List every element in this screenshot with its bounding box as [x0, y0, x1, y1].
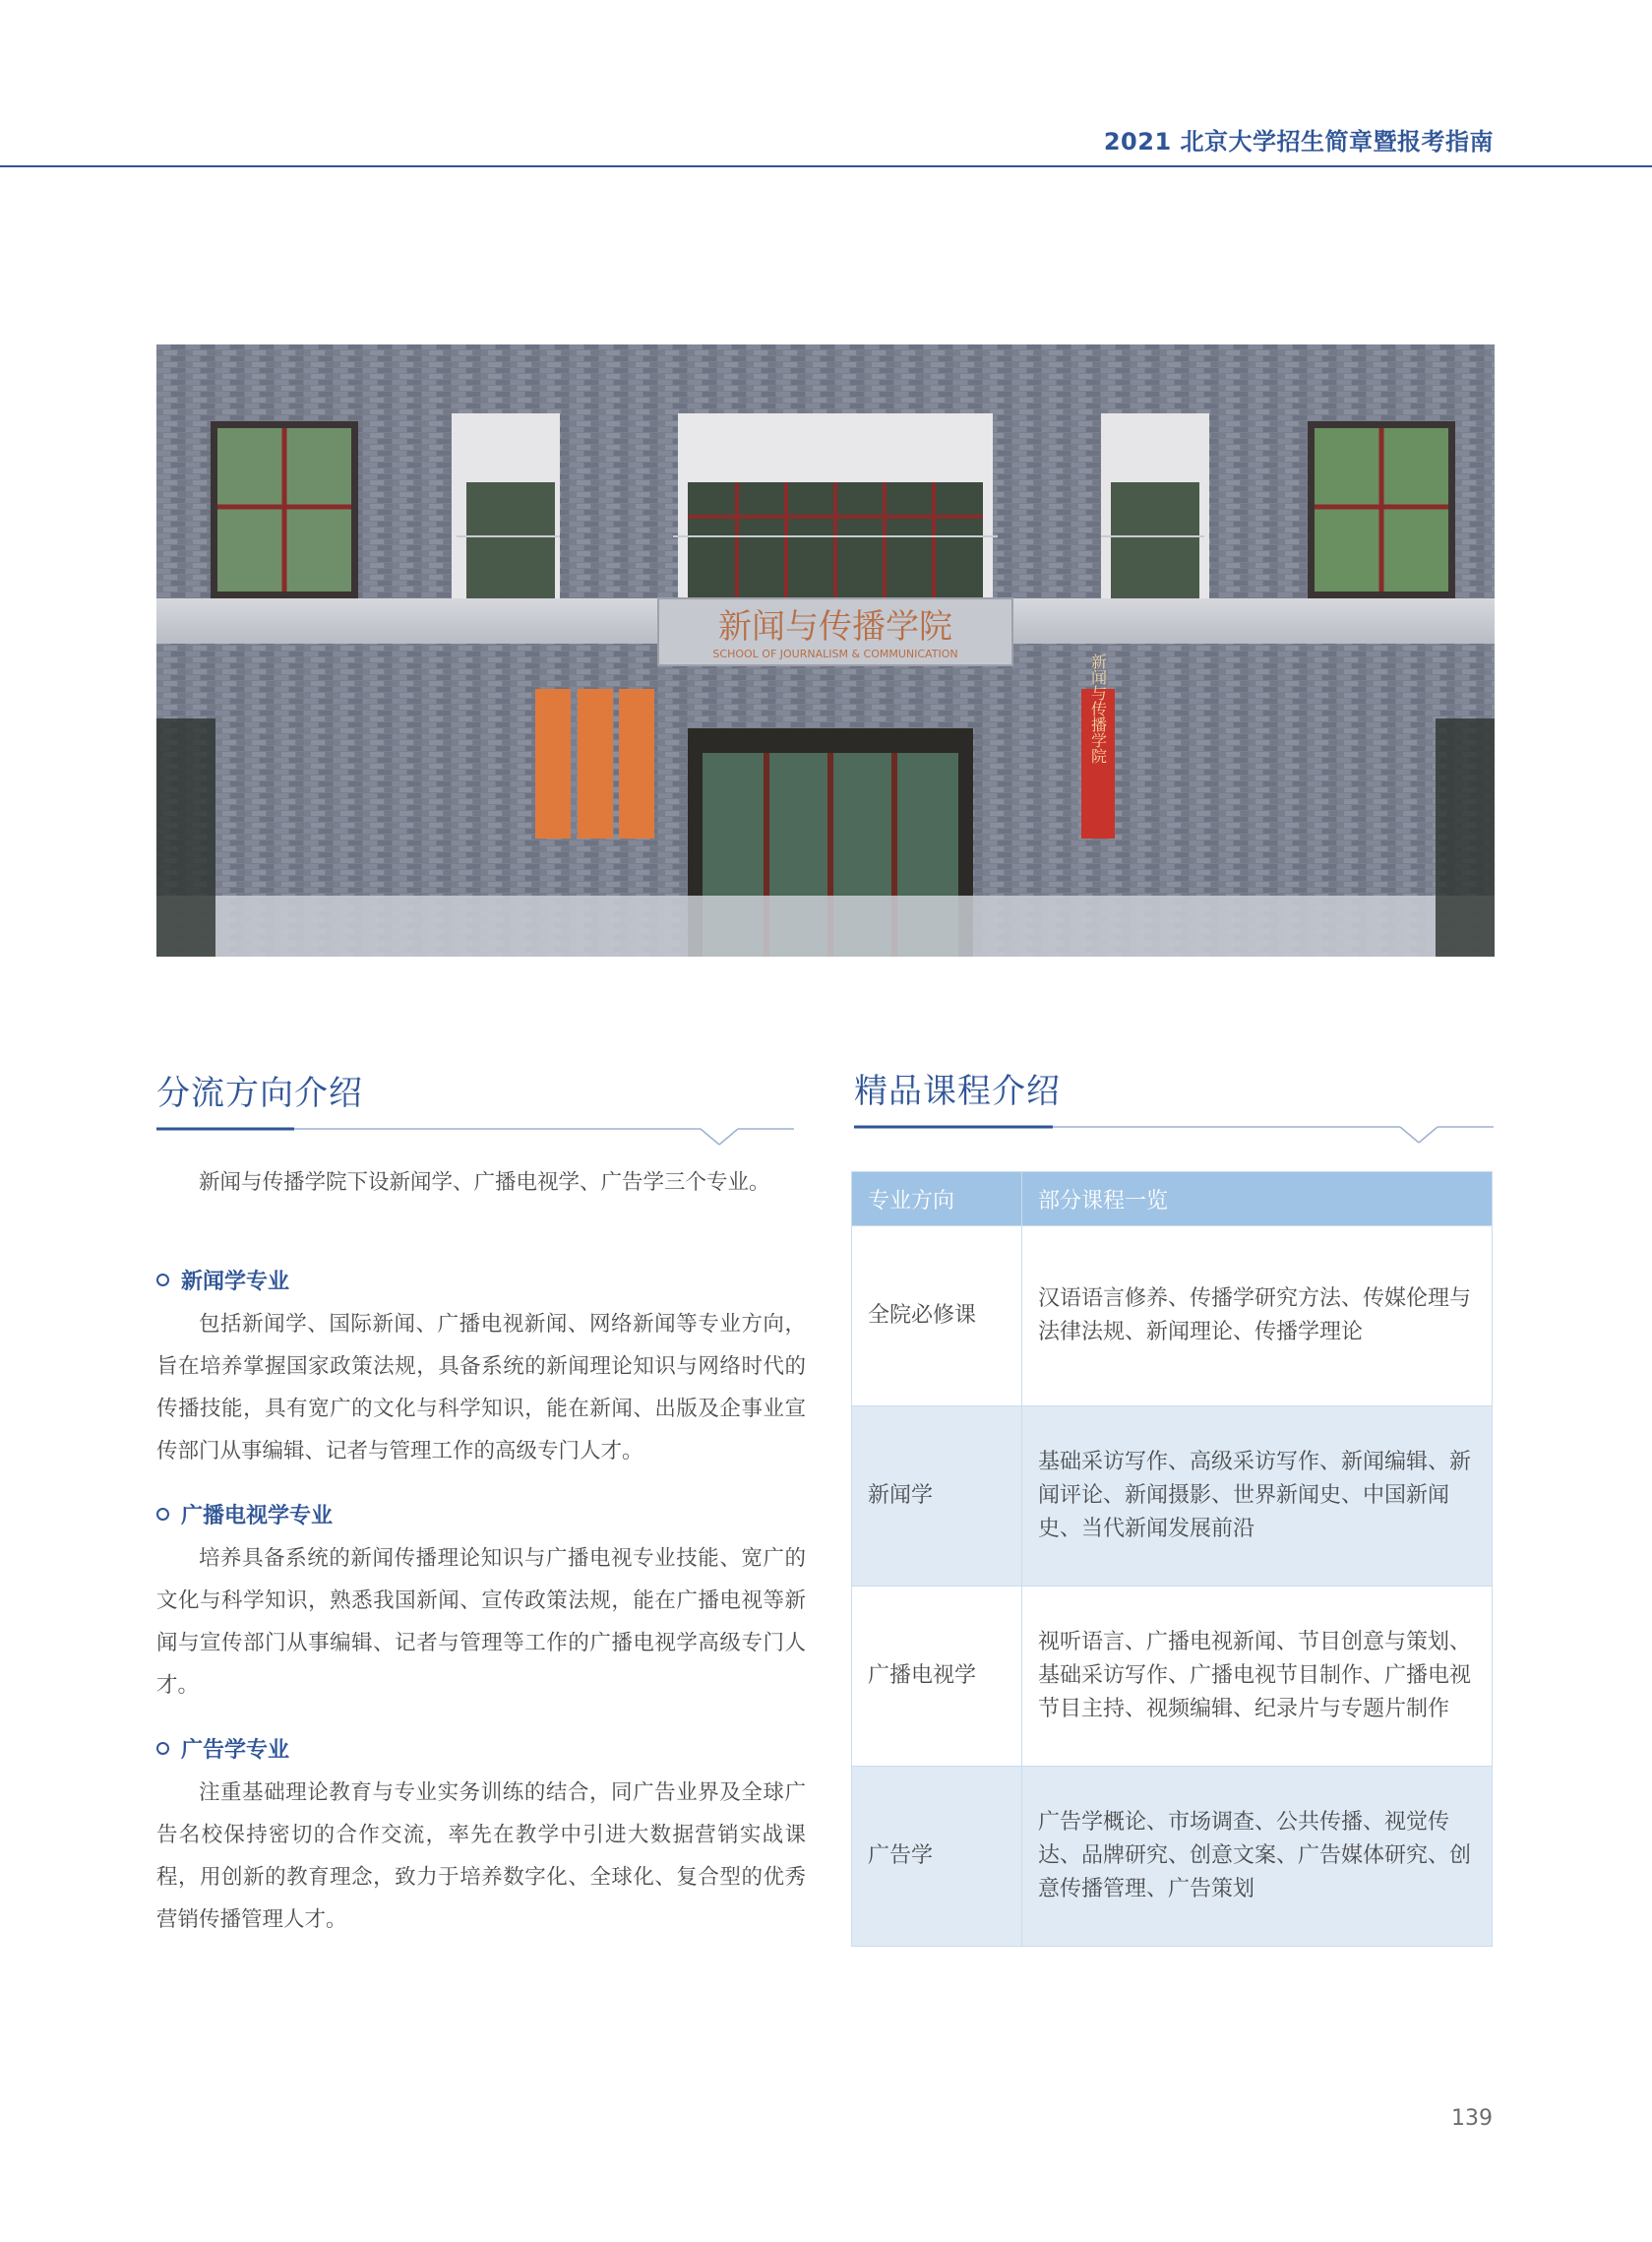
- table-row: [852, 1226, 1493, 1406]
- course-table: [851, 1171, 1493, 1947]
- major-desc-advertising: 注重基础理论教育与专业实务训练的结合，同广告业界及全球广告名校保持密切的合作交流，率先在教学中引进大数据营销实战课程，用创新的教育理念，致力于培养数字化、全球化、复合型的优秀营销传播管理人才。: [156, 1780, 806, 1932]
- document-header-title: 2021 北京大学招生简章暨报考指南: [1103, 128, 1494, 156]
- major-desc-broadcasting: 培养具备系统的新闻传播理论知识与广播电视专业技能、宽广的文化与科学知识，熟悉我国新闻、宣传政策法规，能在广播电视等新闻与宣传部门从事编辑、记者与管理等工作的广播电视学高级专门人才。: [156, 1546, 806, 1698]
- table-cell-major: 新闻学: [852, 1406, 1022, 1587]
- circle-bullet-icon: [156, 1742, 169, 1755]
- major-title-journalism: 新闻学专业: [156, 1265, 289, 1295]
- table-cell-courses: 视听语言、广播电视新闻、节目创意与策划、基础采访写作、广播电视节目制作、广播电视节目主持、视频编辑、纪录片与专题片制作: [1022, 1587, 1493, 1767]
- major-desc-journalism: 包括新闻学、国际新闻、广播电视新闻、网络新闻等专业方向，旨在培养掌握国家政策法规，具备系统的新闻理论知识与网络时代的传播技能，具有宽广的文化与科学知识，能在新闻、出版及企事业宣传部门从事编辑、记者与管理工作的高级专门人才。: [156, 1312, 806, 1464]
- section-heading-majors: 分流方向介绍: [156, 1074, 363, 1113]
- section-heading-courses: 精品课程介绍: [854, 1072, 1061, 1111]
- college-plaque: 新闻与传播学院: [1088, 654, 1108, 764]
- page-number: 139: [1451, 2106, 1493, 2131]
- table-cell-courses: 广告学概论、市场调查、公共传播、视觉传达、品牌研究、创意文案、广告媒体研究、创意传播管理、广告策划: [1022, 1767, 1493, 1947]
- circle-bullet-icon: [156, 1274, 169, 1286]
- college-sign-english: SCHOOL OF JOURNALISM & COMMUNICATION: [712, 648, 958, 660]
- table-cell-courses: 基础采访写作、高级采访写作、新闻编辑、新闻评论、新闻摄影、世界新闻史、中国新闻史、当代新闻发展前沿: [1022, 1406, 1493, 1587]
- table-row: [852, 1767, 1493, 1947]
- table-header-major: 专业方向: [852, 1172, 1022, 1226]
- major-title-broadcasting: 广播电视学专业: [156, 1499, 333, 1529]
- section-heading-underline: [854, 1122, 1494, 1146]
- table-header-courses: 部分课程一览: [1022, 1172, 1493, 1226]
- table-row: [852, 1406, 1493, 1587]
- major-title-advertising: 广告学专业: [156, 1733, 289, 1764]
- table-header-row: [852, 1172, 1493, 1226]
- college-sign: 新闻与传播学院: [718, 607, 952, 647]
- table-cell-major: 广播电视学: [852, 1587, 1022, 1767]
- circle-bullet-icon: [156, 1508, 169, 1521]
- header-divider: [0, 165, 1652, 167]
- table-row: [852, 1587, 1493, 1767]
- table-cell-major: 广告学: [852, 1767, 1022, 1947]
- table-cell-courses: 汉语语言修养、传播学研究方法、传媒伦理与法律法规、新闻理论、传播学理论: [1022, 1226, 1493, 1406]
- table-cell-major: 全院必修课: [852, 1226, 1022, 1406]
- building-photo: [156, 344, 1495, 957]
- section-heading-underline: [156, 1124, 794, 1148]
- majors-intro: 新闻与传播学院下设新闻学、广播电视学、广告学三个专业。: [199, 1170, 770, 1195]
